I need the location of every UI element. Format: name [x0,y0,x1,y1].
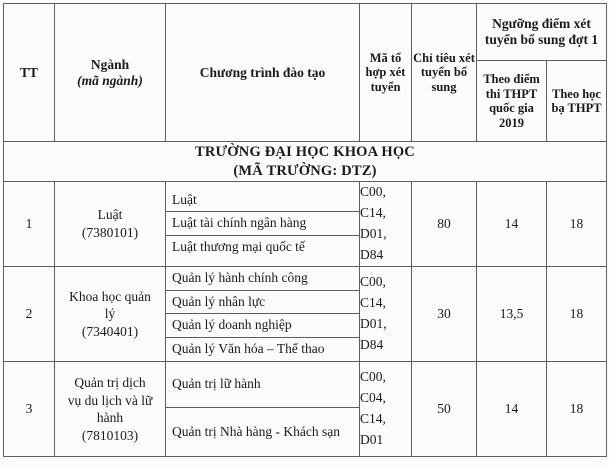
table-header [4,4,607,142]
header-theo-diem-thi: Theo điểm thi THPT quốc gia 2019 [477,61,547,142]
row-1-tt: 1 [4,182,55,267]
row-1-program-2: Luật tài chính ngân hàng [166,212,359,236]
row-3-ma-3: C14, [360,411,386,427]
row-2-program-list [166,267,359,362]
header-nganh-sub: (mã ngành) [77,72,143,88]
row-1-program-list [166,189,359,260]
row-2-ma-1: C00, [360,274,386,290]
row-1-chi-tieu: 80 [412,182,477,267]
header-theo-hoc-ba: Theo học bạ THPT [547,61,607,142]
list-item [166,362,359,408]
row-2-nganh [55,266,166,362]
row-3-ma-4: D01 [360,432,384,448]
row-1-ma-1: C00, [360,184,386,199]
row-3-nganh [55,362,166,457]
row-2-nganh-name-line1: Khoa học quản [69,288,151,304]
row-3-program-1: Quản trị lữ hành [166,362,359,408]
row-3-programs [166,362,360,457]
admissions-table [3,3,607,457]
row-2-nganh-code: (7340401) [81,323,139,339]
header-nguong-diem-group: Ngưỡng điểm xét tuyển bổ sung đợt 1 [477,4,607,61]
row-3-tt: 3 [4,362,55,457]
row-3-nganh-name-line2: vụ du lịch và lữ [67,392,153,408]
table-row [4,362,607,457]
row-3-ma-to-hop [360,362,412,457]
row-1-ma-to-hop [360,182,412,267]
row-1-ma-3: D01, [360,225,387,241]
row-3-theo-diem-thi: 14 [477,362,547,457]
row-1-nganh-name: Luật [97,207,123,223]
row-3-ma-1: C00, [360,369,386,385]
header-chi-tieu: Chỉ tiêu xét tuyển bổ sung [412,4,477,142]
row-3-program-2: Quản trị Nhà hàng - Khách sạn [172,423,340,439]
list-item [166,408,359,457]
list-item [166,189,359,212]
row-1-ma-2: C14, [360,204,386,220]
list-item [166,212,359,236]
header-chuong-trinh: Chương trình đào tạo [166,4,360,142]
row-1-theo-diem-thi: 14 [477,182,547,267]
row-2-ma-to-hop [360,266,412,362]
row-1-program-1: Luật [166,189,359,212]
row-3-nganh-code: (7810103) [81,427,139,443]
row-3-chi-tieu: 50 [412,362,477,457]
row-2-ma-4: D84 [360,336,384,352]
school-code: (MÃ TRƯỜNG: DTZ) [233,162,377,179]
list-item [166,236,359,259]
row-1-programs [166,182,360,267]
header-row-1 [4,4,607,61]
table-row [4,266,607,362]
row-1-nganh-code: (7380101) [81,224,139,240]
header-nganh [55,4,166,142]
list-item [166,314,359,338]
row-2-program-3: Quản lý doanh nghiệp [166,314,359,338]
header-ma-to-hop: Mã tổ hợp xét tuyển [360,4,412,142]
row-3-ma-2: C04, [360,390,386,406]
table-body [4,142,607,457]
row-3-program-list [166,362,359,456]
row-2-program-2: Quản lý nhân lực [166,290,359,314]
row-2-program-4: Quản lý Văn hóa – Thể thao [172,341,325,357]
row-2-theo-diem-thi: 13,5 [477,266,547,362]
row-2-theo-hoc-ba: 18 [547,266,607,362]
school-name: TRƯỜNG ĐẠI HỌC KHOA HỌC [195,144,415,161]
row-2-nganh-name-line2: lý [104,306,116,322]
header-tt: TT [4,4,55,142]
header-nganh-main: Ngành [90,56,130,72]
school-banner-row [4,142,607,182]
table-row [4,182,607,267]
row-2-chi-tieu: 30 [412,266,477,362]
row-3-nganh-name-line1: Quản trị dịch [74,375,146,391]
row-1-program-3: Luật thương mại quốc tế [172,239,305,255]
list-item [166,267,359,290]
school-banner [4,142,607,182]
row-2-program-1: Quản lý hành chính công [166,267,359,290]
row-2-tt: 2 [4,266,55,362]
row-2-ma-2: C14, [360,295,386,311]
row-2-programs [166,266,360,362]
list-item [166,290,359,314]
row-1-nganh [55,182,166,267]
row-1-ma-4: D84 [360,246,384,262]
row-1-theo-hoc-ba: 18 [547,182,607,267]
row-2-ma-3: D01, [360,315,387,331]
list-item [166,338,359,361]
row-3-theo-hoc-ba: 18 [547,362,607,457]
row-3-nganh-name-line3: hành [96,410,124,426]
